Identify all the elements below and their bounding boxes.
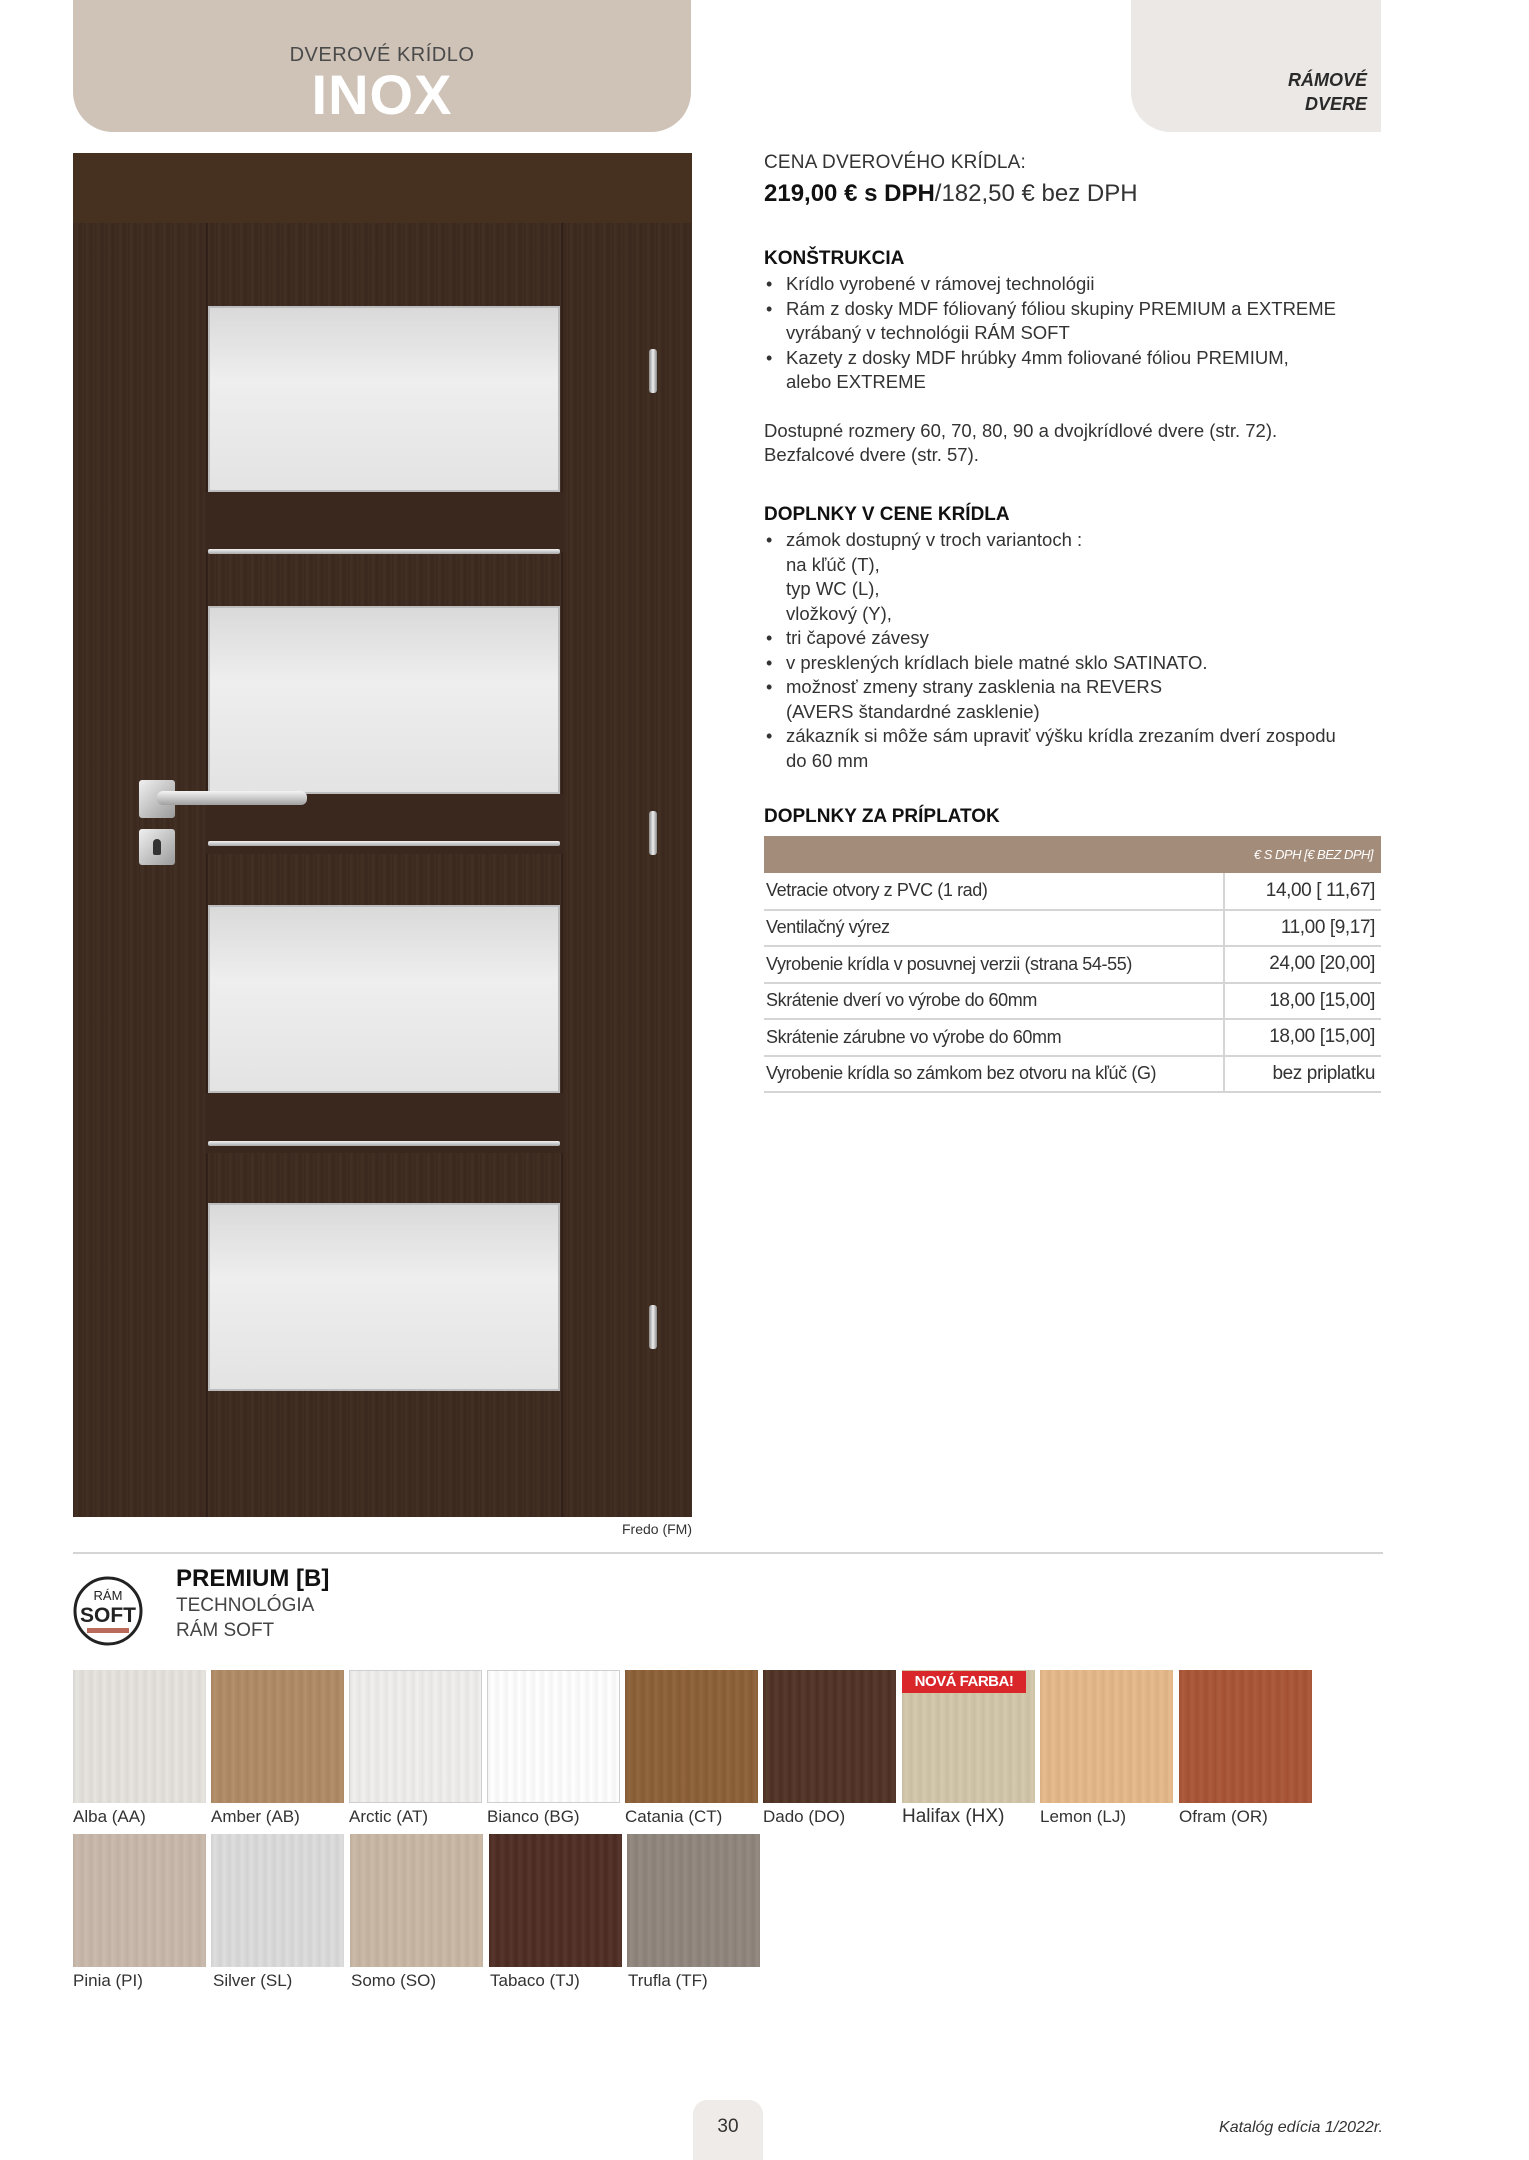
swatch-trufla <box>627 1834 760 1967</box>
ram-soft-logo-icon <box>73 1566 143 1656</box>
swatch-label: Dado (DO) <box>763 1807 846 1826</box>
row-price: 11,00 [9,17] <box>1224 910 1381 947</box>
premium-title: PREMIUM [B] <box>176 1565 330 1592</box>
swatch-alba <box>73 1670 206 1803</box>
door-handle-icon <box>157 791 307 805</box>
row-price: 18,00 [15,00] <box>1224 1019 1381 1056</box>
swatch-label: Tabaco (TJ) <box>490 1971 580 1990</box>
swatch-silver <box>211 1834 344 1967</box>
list-item: • zákazník si môže sám upraviť výšku krídla zrezaním dverí zospodu do 60 mm <box>764 724 1384 773</box>
price-values <box>764 180 1384 208</box>
glass-panel-3 <box>208 905 560 1093</box>
keyhole-icon <box>139 829 175 865</box>
price-without-vat: 182,50 € bez DPH <box>941 180 1138 207</box>
row-price: bez priplatku <box>1224 1056 1381 1093</box>
list-item: • Krídlo vyrobené v rámovej technológii <box>764 272 1384 297</box>
swatch-label: Somo (SO) <box>351 1971 437 1990</box>
middle-rail-1 <box>206 492 563 552</box>
header-subtitle: DVEROVÉ KRÍDLO <box>289 44 475 66</box>
construction-list <box>764 272 1384 395</box>
catalog-edition: Katalóg edícia 1/2022r. <box>1219 2119 1383 2136</box>
table-row <box>764 1056 1381 1093</box>
swatch-label: Catania (CT) <box>625 1807 723 1826</box>
row-name: Vyrobenie krídla v posuvnej verzii (strana 54-55) <box>764 946 1224 983</box>
inox-strip-3 <box>208 1141 560 1146</box>
swatch-arctic <box>349 1670 482 1803</box>
row-name: Vyrobenie krídla so zámkom bez otvoru na kľúč (G) <box>764 1056 1224 1093</box>
table-row <box>764 983 1381 1020</box>
premium-subtitle: TECHNOLÓGIA RÁM SOFT <box>176 1595 315 1641</box>
swatch-label: Bianco (BG) <box>487 1807 580 1826</box>
swatch-lemon <box>1040 1670 1173 1803</box>
photo-caption: Fredo (FM) <box>622 1521 692 1537</box>
dimensions-note: Dostupné rozmery 60, 70, 80, 90 a dvojkrídlové dvere (str. 72). Bezfalcové dvere (str. 57). <box>764 419 1278 465</box>
table-header-blank <box>764 836 1224 873</box>
logo-bottom-text: SOFT <box>80 1604 136 1627</box>
row-price: 24,00 [20,00] <box>1224 946 1381 983</box>
swatch-label: Alba (AA) <box>73 1807 146 1826</box>
new-color-badge: NOVÁ FARBA! <box>902 1671 1026 1693</box>
swatch-bianco <box>487 1670 620 1803</box>
row-name: Skrátenie zárubne vo výrobe do 60mm <box>764 1019 1224 1056</box>
door-photo <box>73 153 692 1517</box>
glass-panel-1 <box>208 306 560 492</box>
table-row <box>764 1019 1381 1056</box>
construction-heading: KONŠTRUKCIA <box>764 248 905 269</box>
extras-heading: DOPLNKY ZA PRÍPLATOK <box>764 806 1000 827</box>
inox-strip-1 <box>208 549 560 554</box>
category-tab <box>1131 0 1381 132</box>
swatch-label: Halifax (HX) <box>902 1806 1005 1827</box>
row-name: Skrátenie dverí vo výrobe do 60mm <box>764 983 1224 1020</box>
swatch-label: Amber (AB) <box>211 1807 300 1826</box>
list-item: • zámok dostupný v troch variantoch : na kľúč (T), typ WC (L), vložkový (Y), <box>764 528 1384 626</box>
swatch-amber <box>211 1670 344 1803</box>
swatch-ofram <box>1179 1670 1312 1803</box>
list-item: • Rám z dosky MDF fóliovaný fóliou skupiny PREMIUM a EXTREME vyrábaný v technológii RÁM SOFT <box>764 297 1384 346</box>
row-name: Ventilačný výrez <box>764 910 1224 947</box>
table-header-row <box>764 836 1381 873</box>
list-item: • v presklených krídlach biele matné sklo SATINATO. <box>764 651 1384 676</box>
top-rail <box>73 153 692 223</box>
table-row <box>764 946 1381 983</box>
included-list <box>764 528 1384 773</box>
glass-panel-4 <box>208 1203 560 1391</box>
table-row <box>764 910 1381 947</box>
swatch-label: Silver (SL) <box>213 1971 293 1990</box>
category-label: RÁMOVÉ DVERE <box>1287 70 1367 114</box>
section-divider <box>73 1552 1383 1554</box>
price-block <box>764 152 1384 208</box>
swatch-label: Pinia (PI) <box>73 1971 143 1990</box>
swatch-label: Ofram (OR) <box>1179 1807 1268 1826</box>
extras-section <box>764 806 1384 830</box>
swatch-label: Lemon (LJ) <box>1040 1807 1126 1826</box>
table-header-price: € S DPH [€ BEZ DPH] <box>1224 836 1381 873</box>
price-heading: CENA DVEROVÉHO KRÍDLA: <box>764 152 1027 173</box>
product-title: INOX <box>311 63 453 126</box>
list-item: • Kazety z dosky MDF hrúbky 4mm foliované fóliou PREMIUM, alebo EXTREME <box>764 346 1384 395</box>
included-section <box>764 504 1384 773</box>
price-with-vat: 219,00 € s DPH <box>764 180 935 207</box>
hinge-bottom-icon <box>649 1305 657 1349</box>
included-heading: DOPLNKY V CENE KRÍDLA <box>764 504 1010 525</box>
price-separator: / <box>934 180 942 207</box>
swatch-label: Arctic (AT) <box>349 1807 429 1826</box>
list-item: • tri čapové závesy <box>764 626 1384 651</box>
extras-table <box>764 836 1381 1093</box>
glass-panel-2 <box>208 606 560 794</box>
swatch-catania <box>625 1670 758 1803</box>
swatch-pinia <box>73 1834 206 1967</box>
swatch-tabaco <box>489 1834 622 1967</box>
row-price: 18,00 [15,00] <box>1224 983 1381 1020</box>
row-name: Vetracie otvory z PVC (1 rad) <box>764 873 1224 910</box>
logo-top-text: RÁM <box>93 1588 123 1603</box>
row-price: 14,00 [ 11,67] <box>1224 873 1381 910</box>
page-number: 30 <box>717 2116 739 2137</box>
swatch-somo <box>350 1834 483 1967</box>
hinge-top-icon <box>649 349 657 393</box>
hinge-middle-icon <box>649 811 657 855</box>
table-row <box>764 873 1381 910</box>
header-tab <box>73 0 691 132</box>
swatch-dado <box>763 1670 896 1803</box>
swatch-label: Trufla (TF) <box>628 1971 708 1990</box>
construction-section <box>764 248 1384 468</box>
list-item: • možnosť zmeny strany zasklenia na REVERS (AVERS štandardné zasklenie) <box>764 675 1384 724</box>
inox-strip-2 <box>208 841 560 846</box>
